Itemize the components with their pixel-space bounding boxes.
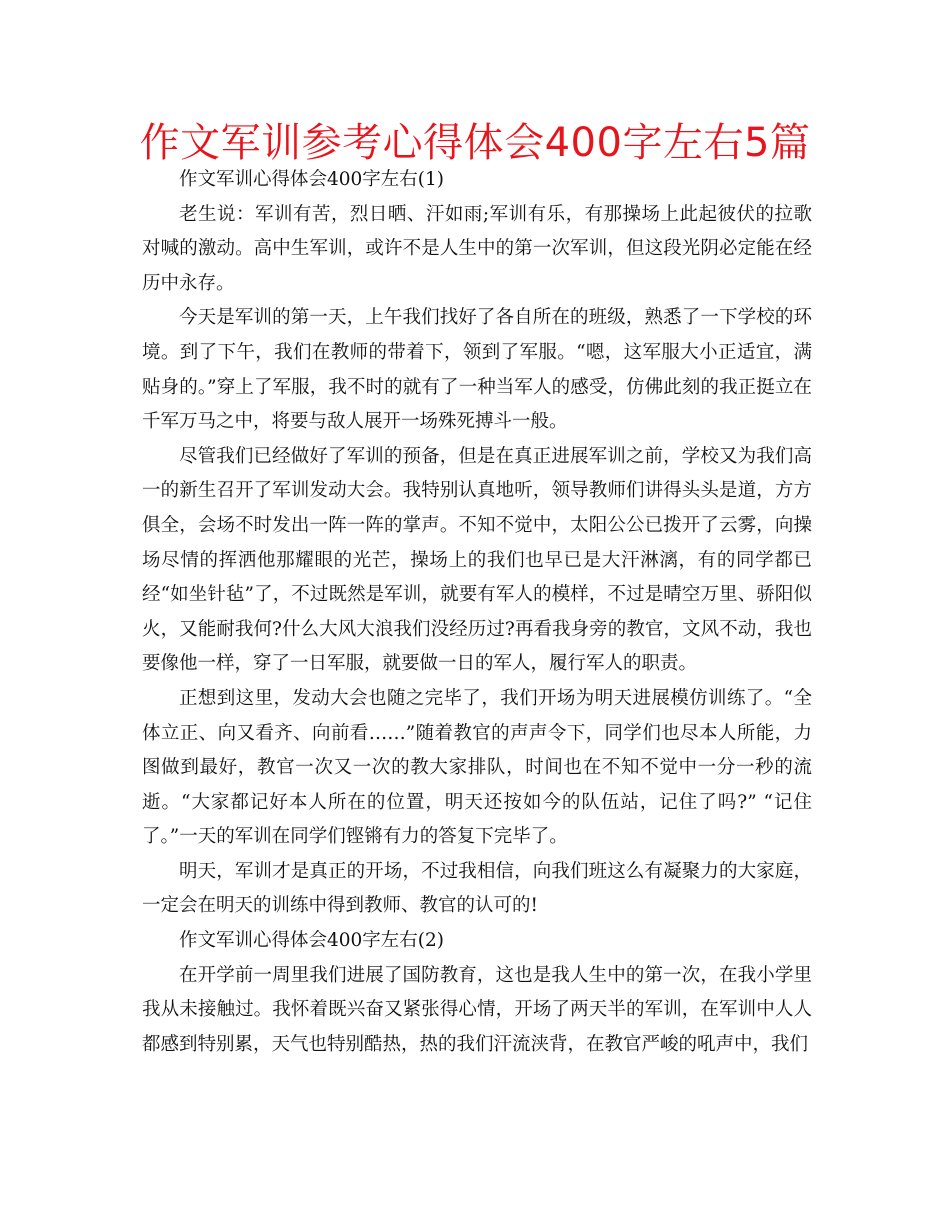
- paragraph: 明天，军训才是真正的开场，不过我相信，向我们班这么有凝聚力的大家庭，一定会在明天的训练中得到教师、教官的认可的!: [142, 860, 812, 917]
- paragraph: 尽管我们已经做好了军训的预备，但是在真正进展军训之前，学校又为我们高一的新生召开了军训发动大会。我特别认真地听，领导教师们讲得头头是道，方方俱全，会场不时发出一阵一阵的掌声。不知不觉中，太阳公公已拨开了云雾，向操场尽情的挥洒他那耀眼的光芒，操场上的我们也早已是大汗淋漓，有的同学都已经“如坐针毡”了，不过既然是军训，就要有军人的模样，不过是晴空万里、骄阳似火，又能耐我何?什么大风大浪我们没经历过?再看我身旁的教官，文风不动，我也要像他一样，穿了一日军服，就要做一日的军人，履行军人的职责。: [142, 445, 812, 675]
- section-heading-1: 作文军训心得体会400字左右(1): [179, 169, 445, 190]
- document-title: 作文军训参考心得体会400字左右5篇: [139, 120, 811, 166]
- document-body: [142, 163, 812, 1062]
- paragraph: 在开学前一周里我们进展了国防教育，这也是我人生中的第一次，在我小学里我从未接触过。我怀着既兴奋又紧张得心情，开场了两天半的军训，在军训中人人都感到特别累，天气也特别酷热，热的我们汗流浃背，在教官严峻的吼声中，我们: [142, 964, 812, 1055]
- paragraph: 老生说：军训有苦，烈日晒、汗如雨;军训有乐，有那操场上此起彼伏的拉歌对喊的激动。高中生军训，或许不是人生中的第一次军训，但这段光阴必定能在经历中永存。: [142, 203, 812, 294]
- paragraph: 正想到这里，发动大会也随之完毕了，我们开场为明天进展模仿训练了。“全体立正、向又看齐、向前看……”随着教官的声声令下，同学们也尽本人所能，力图做到最好，教官一次又一次的教大家排队，时间也在不知不觉中一分一秒的流逝。“大家都记好本人所在的位置，明天还按如今的队伍站，记住了吗?” “记住了。”一天的军训在同学们铿锵有力的答复下完毕了。: [142, 687, 812, 848]
- paragraph: 今天是军训的第一天，上午我们找好了各自所在的班级，熟悉了一下学校的环境。到了下午，我们在教师的带着下，领到了军服。“嗯，这军服大小正适宜，满贴身的。”穿上了军服，我不时的就有了一种当军人的感受，仿佛此刻的我正挺立在千军万马之中，将要与敌人展开一场殊死搏斗一般。: [142, 307, 812, 433]
- section-heading-2: 作文军训心得体会400字左右(2): [179, 930, 445, 952]
